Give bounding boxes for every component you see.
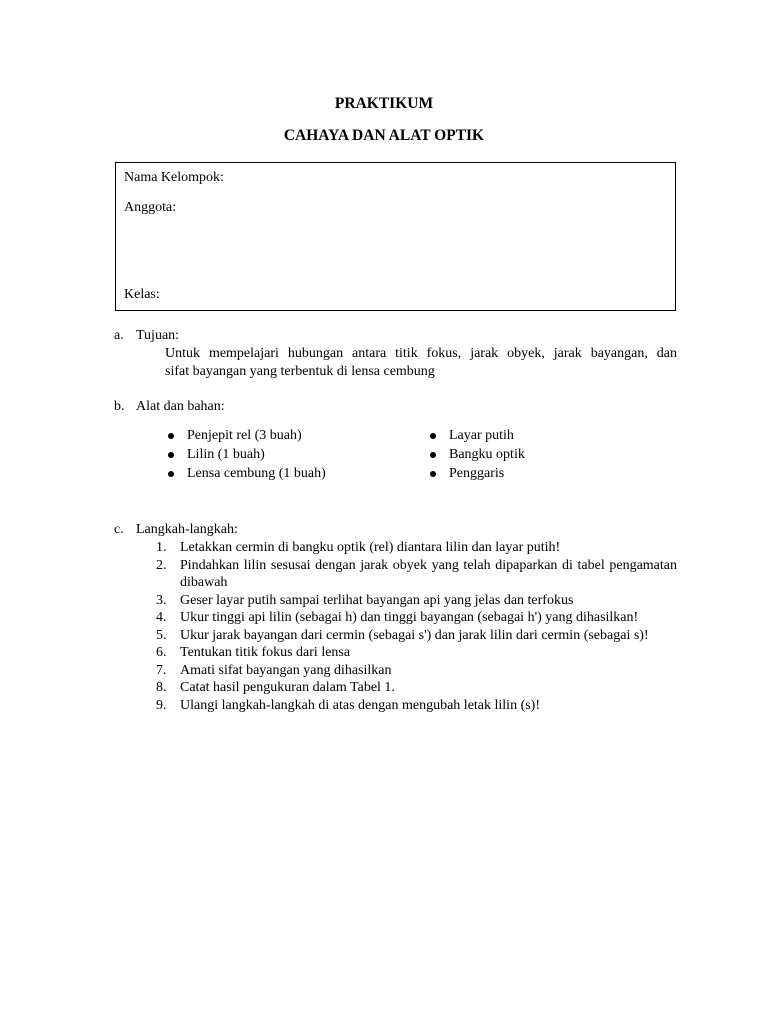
step-number: 6. — [156, 645, 167, 660]
document-subtitle: CAHAYA DAN ALAT OPTIK — [283, 127, 485, 144]
section-a-text — [165, 345, 677, 381]
materials-list-right — [427, 427, 525, 484]
list-item-text: Penggaris — [449, 466, 505, 481]
bullet-icon — [168, 471, 174, 477]
bullet-icon — [168, 433, 174, 439]
members-label: Anggota: — [124, 200, 177, 215]
step-number: 3. — [156, 592, 167, 608]
list-item — [165, 427, 326, 446]
step-item — [150, 557, 677, 592]
step-number: 9. — [156, 697, 167, 713]
section-c-marker: c. — [114, 522, 124, 537]
step-number: 2. — [156, 557, 167, 573]
step-item — [150, 679, 677, 697]
step-text: Geser layar putih sampai terlihat bayangan api yang jelas dan terfokus — [180, 592, 574, 608]
step-item — [150, 662, 677, 680]
list-item-text: Lilin (1 buah) — [187, 447, 265, 462]
list-item-text: Bangku optik — [449, 447, 525, 462]
list-item-text: Lensa cembung (1 buah) — [187, 466, 326, 481]
step-item — [150, 592, 677, 610]
list-item-text: Layar putih — [449, 428, 514, 443]
step-text: Catat hasil pengukuran dalam Tabel 1. — [180, 680, 395, 695]
list-item — [427, 446, 525, 465]
list-item — [427, 427, 525, 446]
step-number: 1. — [156, 540, 167, 555]
list-item — [165, 465, 326, 484]
step-text: Letakkan cermin di bangku optik (rel) diantara lilin dan layar putih! — [180, 540, 561, 555]
step-text: Ukur jarak bayangan dari cermin (sebagai s') dan jarak lilin dari cermin (sebagai s)! — [180, 627, 649, 643]
bullet-icon — [430, 471, 436, 477]
section-b-marker: b. — [114, 399, 125, 414]
list-item — [427, 465, 525, 484]
step-item — [150, 697, 677, 715]
step-text: Pindahkan lilin sesusai dengan jarak obyek yang telah dipaparkan di tabel pengamatan dibawah — [180, 557, 677, 590]
list-item-text: Penjepit rel (3 buah) — [187, 428, 302, 443]
step-text: Ulangi langkah-langkah di atas dengan mengubah letak lilin (s)! — [180, 697, 541, 713]
step-number: 8. — [156, 680, 167, 695]
step-number: 4. — [156, 610, 167, 625]
section-a-marker: a. — [114, 328, 124, 343]
list-item — [165, 446, 326, 465]
section-b-heading: Alat dan bahan: — [136, 399, 225, 414]
bullet-icon — [430, 452, 436, 458]
class-label: Kelas: — [124, 287, 160, 302]
group-info-box — [115, 162, 676, 311]
bullet-icon — [430, 433, 436, 439]
step-item — [150, 627, 677, 645]
step-number: 7. — [156, 662, 167, 678]
materials-list-left — [165, 427, 326, 484]
step-text: Tentukan titik fokus dari lensa — [180, 645, 351, 660]
step-item — [150, 609, 677, 627]
bullet-icon — [168, 452, 174, 458]
steps-list — [150, 539, 677, 714]
section-c-heading: Langkah-langkah: — [136, 522, 238, 537]
step-text: Amati sifat bayangan yang dihasilkan — [180, 662, 392, 678]
section-a-heading: Tujuan: — [136, 328, 180, 343]
section-a-text-line: sifat bayangan yang terbentuk di lensa cembung — [165, 364, 435, 379]
step-item — [150, 539, 677, 557]
step-item — [150, 644, 677, 662]
step-text: Ukur tinggi api lilin (sebagai h) dan tinggi bayangan (sebagai h') yang dihasilkan! — [180, 610, 639, 625]
section-a-text-line: Untuk mempelajari hubungan antara titik fokus, jarak obyek, jarak bayangan, dan — [165, 346, 677, 361]
step-number: 5. — [156, 627, 167, 643]
document-title: PRAKTIKUM — [334, 95, 434, 112]
group-name-label: Nama Kelompok: — [124, 170, 224, 185]
